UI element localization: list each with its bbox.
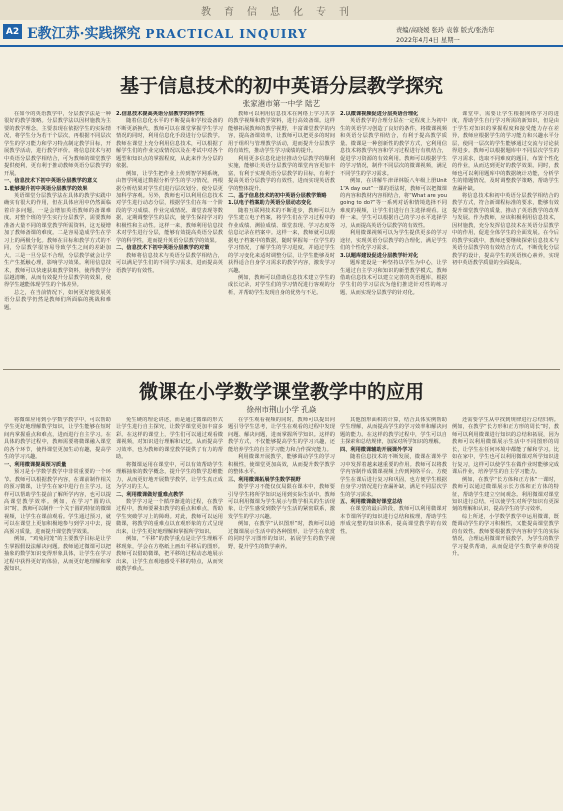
paragraph: 例如，教师可以借助信息技术建立学生的成长记录，对学生们的学习情况进行客观的分析，并帮助学生发现自身的优势与不足。: [228, 274, 335, 296]
page-header: [0, 21, 563, 47]
article-byline: 张家港市第一中学 陆艺: [242, 99, 321, 108]
issue-date: 2022年4月4日 星期一: [396, 37, 460, 44]
text-column: [4, 111, 111, 363]
section-heading: 3.以题库建设促进分层教学针对化: [340, 252, 419, 259]
paragraph: 预习是小学数学教学中非常重要的一个环节。教师可以根据教学内容，在课前制作相关的预习微课，让学生在家中进行自主学习。这样可以帮助学生提前了解所学内容，也可以提高课堂教学效率。例如，在学习“圆的认识”时，教师可以制作一个关于圆的特征的微课视频，让学生在课前观看。学生通过预习，就可以在课堂上更加积极地参与到学习中去，提高预习质量，进而提升课堂教学效果。: [4, 469, 111, 535]
text-column: [228, 111, 335, 363]
column-title: [27, 23, 308, 43]
section-heading: 三、利用微课拓展学生数学视野: [228, 476, 301, 483]
section-heading: 二、信息技术下初中英语分层教学的对策: [116, 245, 210, 252]
text-column: [452, 111, 559, 363]
article-byline: 徐州市荆山小学 孔焱: [246, 405, 317, 414]
paragraph: 英语教学的合理分层在一定程度上为初中生的英语学习创造了良好的条件，将微课视频和英语分层教学相结合，有利于提高教学质量。微课是一种创新性的教学方式，它利用信息技术将教学内容和学习过程进行有机结合，促进学习资源的有效利用。教师可以根据学生的学习情况，制作不同层次的微课视频，满足不同学生的学习需求。: [340, 118, 447, 177]
paragraph: 还需要学生从中找到规律进行总结归纳。例如，在教学“长方形和正方形的周长”时，教师可以利用微课进行知识的总结和拓展，因为教师可以利用微课展示生活中不同图形的周长，让学生在任何环境中都能了解和学习。比如在家中，学生也可以利用微课对所学知识进行复习，这样可以使学生在做作业时能够完成课后作业，培养学生的自主学习能力。: [452, 417, 559, 476]
text-column: [340, 417, 447, 807]
paragraph: 将微课应用到小学数学教学中，可以帮助学生更好地理解数学知识，让学生能够在短时间内掌握重点和难点，进而进行自主学习。在具体的教学过程中，教师需要将微课融入课堂的各个环节，使得课堂更加生动有趣，提高学生的学习兴趣。: [4, 417, 111, 461]
paragraph: 在课堂的最后阶段，教师可以利用微课对本节课所学的知识进行总结和梳理，帮助学生形成完整的知识体系，提高课堂教学的有效性。: [340, 506, 447, 535]
paragraph: 例如，在讲解牛津译林版八年级上册Unit 1“A day out”一课的语法时，教师可以把微课的内容和教材内容相结合，将“What are you going to do?”等一系列对话和情境选择不同难度的视频，让学生们进行自主选择观看。这样一来，学生可以根据自己的学习水平选择学习，从而提高英语分层教学的有效性。: [340, 178, 447, 229]
paragraph: 数学学习不能仅仅局限在课本中，教师要引导学生将所学知识运用到实际生活中。教师可以利用微课为学生展示与数学相关的生活现象，让学生感受到数学与生活的紧密联系，激发学生的学习兴趣。: [228, 484, 335, 520]
paragraph: 免生硬的理论讲述，而是通过微课的形式让学生进行自主探究，让数学课堂更加丰富多彩。在这样的课堂上，学生们可以通过观看微课视频，对知识进行理解和记忆，从而提高学习效率，也为教师的课堂教学提供了有力的帮助。: [116, 417, 223, 461]
paragraph: 数学学习是一个循序渐进的过程，在教学过程中，教师要紧扣教学的重点和难点，帮助学生突破学习上的障碍。对此，教师可以运用微课，将教学的重难点以直观形象的方式呈现出来，让学生更好地理解和掌握所学知识。: [116, 498, 223, 535]
text-column: [4, 417, 111, 807]
paragraph: 在如今的英语教学中，分层教学法是一种很好的教学策略。分层教学法以因材施教为主要的教学理念，主要表现在依据学生的实际情况，将学生分为若干个层次，再根据不同层次学生的学习能力和学习特点制定教学目标，开展教学活动，进行教学评价。将信息技术与初中英语分层教学相结合，可为教师的课堂教学提供便利，更有利于推动教师英语分层教学的开展。: [4, 111, 111, 177]
paragraph: 综上所述，小学数学教学中运用微课，既能调动学生的学习积极性，又能提高课堂教学的有效性。教师要根据教学内容和学生的实际情况，合理运用微课开展教学，为学生的数学学习提供帮助，从而促进学生数学素养的提升。: [452, 513, 559, 558]
section-heading: 一、利用微课提高预习质量: [4, 461, 67, 468]
paragraph: 利用微课视频可以为学生提供更多的学习途径，实现英语分层教学的合理化，满足学生们的个性化学习需求。: [340, 230, 447, 252]
article-title: 基于信息技术的初中英语分层教学探究: [119, 75, 443, 97]
paragraph: 教师可以利用信息技术在网络上学习共享的教学视频和教学资料，进行高效备课。这样能够拓展教师的教学视野，丰富课堂教学的内容，提高备课效率，让教师可以把更多的时间用于组织与管理教学活动，进而提升分层教学的有效性，推动学生学习成绩的提升。: [228, 111, 335, 155]
paragraph: 题库建设是一种坚持以学生为中心，让学生通过自主学习和知识的新型教学模式。教师借助信息技术可以建立完善的英语题库，根据学生们的学习层次为他们推送针对性的练习题，从而实现分层教学的针对化。: [340, 260, 447, 296]
paragraph: 在学生观看视频的同时，教师可以提出问题引导学生思考，让学生在观看的过程中发现问题、解决问题，进而掌握所学知识。这样的教学方式，不仅能够提高学生的学习兴趣，还能培养学生的自主学习能力和合作探究能力。: [228, 417, 335, 453]
paragraph: 随着信息技术的不断发展，微课在课外学习中发挥着越来越重要的作用。教师可以将教学内容制作成微课视频上传到网络平台，方便学生在课后进行复习和巩固，也方便学生根据自身学习情况进行查漏补缺，满足不同层次学生的学习需求。: [340, 454, 447, 498]
section-heading: 四、利用微课辅助开展课外学习: [340, 446, 413, 453]
paragraph: 总之，在当前情况下，如何更好地发展英语分层教学仍然是教师们所面临的挑战和难题。: [4, 289, 111, 311]
page-number: A2: [3, 24, 22, 39]
section-heading: 二、利用微课做好重难点教学: [116, 491, 184, 498]
section-heading: 五、利用微课做好课堂总结: [340, 498, 403, 505]
newspaper-banner: 教育信息化专刊: [0, 0, 563, 20]
section-heading: 2.信息技术提高英语分层教学的科学性: [116, 111, 205, 117]
text-column: [228, 417, 335, 807]
text-column: [116, 111, 223, 363]
article-divider: [3, 369, 560, 370]
paragraph: 利用更多信息化途径推动分层教学的顺利实施，能够让英语分层教学的课堂内容更加丰富，有利于实现英语分层教学的目标，有利于提高英语分层教学的有效性，进而实现英语教学的整体提升。: [228, 155, 335, 192]
editors-credit: 责编/高晓媛 张玲 袁蓉 版式/张浩年: [396, 27, 495, 34]
paragraph: 将微课运用在课堂中，可以有效帮助学生理解抽象的数学概念，提升学生的数学思维能力，从而更好地开展数学教学，让学生真正成为学习的主人。: [116, 461, 223, 491]
paragraph: 随着互联网技术的不断进步，教师可以为学生建立电子档案，将学生们在学习过程中的作业成绩、测验成绩、课堂表现、学习态度等信息记录在档案中。这样一来，教师就可以根据电子档案中的数据，随时掌握每一位学生的学习情况，了解学生的学习进度，并通过学生的学习变化来适时调整分层，让学生能够及时获得适合自身学习需求的教学内容，激发学习兴趣。: [228, 207, 335, 274]
paragraph: 课堂中，需要让学生根据网络学习的进度，帮助学生自行学习所需的新知识，但是由于学生对知识的掌握程度和接受能力存在差异，教师应根据学生的学习能力和兴趣水平分层，使同一层次的学生能够通过交流与讨论获得进步。教师可以根据题库中不同层次学生的学习需求，选取不同难度的题目，布置个性化的作业，从而达到更好的教学效果。同时，教师也可以利用题库中的数据统计功能，分析学生的错题情况，及时调整教学策略，帮助学生查漏补缺。: [452, 111, 559, 192]
section-heading: 1.能够提升初中英语分层教学的效果: [4, 185, 88, 192]
header-rule: [0, 45, 563, 47]
section-heading: 二、基于信息技术的初中英语分层教学策略: [228, 192, 327, 199]
paragraph: 将信息技术和初中英语分层教学相结合的教学方式，符合新课程标准的要求，能够有效提升课堂教学的质量，推动了英语教学的改革与发展。作为教师，应该积极利用信息技术，因材施教，充分发挥信息技术在英语分层教学中的作用，促进全体学生的全面发展。在今后的教学实践中，教师还要继续探索信息技术与英语分层教学的有效结合方式，不断优化分层教学的设计，提高学生的英语核心素养，实现初中英语教学质量的全面提高。: [452, 192, 559, 267]
column-name: E教江苏·实践探究: [27, 26, 141, 42]
paragraph: 例如，在教学“认识图形”时，教师可以通过微课展示生活中的各种图形，让学生在欣赏的同时学习图形的知识，拓展学生的数学视野，提升学生的数学素养。: [228, 521, 335, 550]
text-column: [340, 111, 447, 363]
paragraph: 英语课堂分层教学法在具体的教学实践中确实有很大的作用，但在具体应用中仍然面临着许多问题，一是会增加英语教师的备课难度。对整个班的学生实行分层教学，需要教师准备大量不同的课堂教学所需资料，这无疑增加了教师备课的难度。二是容易造成学生在学习上的两极分化。教师在目标和教学方式的不同，分层教学很容易导致学生之间的差距加大。三是一旦分层不合理，分层教学就会让学生产生抵触心理，影响学习效果。利用信息技术，教师可以快速获取教学资料，使得教学分层越清晰，从而有效提升分层教学的效果，使得学生越能体现学生的个体差异。: [4, 192, 111, 289]
paragraph: 例如，在教学“长方体和正方体”一课时，教师可以通过微课展示长方体和正方体的特征，帮助学生建立空间观念。利用微课对课堂知识进行总结，可以使学生对所学知识有更深刻的理解和认识，提高学生的学习效率。: [452, 476, 559, 513]
section-heading: 1.以电子档案助力英语分层动态变化: [228, 200, 312, 207]
text-column: [452, 417, 559, 807]
column-name-english: PRACTICAL INQUIRY: [145, 27, 308, 41]
article-title: 微课在小学数学课堂教学中的应用: [138, 381, 424, 403]
text-column: [116, 417, 223, 807]
paragraph: 教师将信息技术与英语分层教学相结合，可以满足学生们的不同学习需求，进而提高英语教学的有效性。: [116, 252, 223, 274]
paragraph: 利用微课开展教学，能够调动学生的学习积极性，使课堂更加高效，从而提升数学教学的整体水平。: [228, 454, 335, 476]
section-heading: 2.以微课视频促进分层英语合理化: [340, 111, 419, 117]
paragraph: 例如，“平移”的教学重点是让学生理解平移现象，学会在方格纸上画出平移后的图形。教师可以借助微课，把平移的过程动态地展示出来，让学生直观地感受平移的特点，从而突破教学难点。: [116, 536, 223, 573]
paragraph: 随着信息化水平的不断提高和学校设备的不断更新换代，教师可以在课堂掌握学生学习情况的同时，利用信息化手段进行分层教学。教师在课堂上充分利用信息技术，可以根据了解学生们的作业完成情况以及在考试中对各个题型和知识点的掌握程度，从此来作为分层的依据。: [116, 118, 223, 170]
paragraph: 其他图形面积的计算，结合具体实例帮助学生理解，从而提高学生的学习效率和解决问题的能力。在这样的教学过程中，学生可以自主探索和总结规律，加深对所学知识的理解。: [340, 417, 447, 446]
paragraph: 例如，“鸡兔同笼”的主要教学目标是让学生掌握假设法解决问题。教师通过微课可以把抽象的数学知识变得形象具体，让学生在学习过程中获得更好的体验，从而更好地理解和掌握知识。: [4, 536, 111, 573]
section-heading: 一、信息技术下初中英语分层教学的意义: [4, 178, 98, 185]
paragraph: 例如，让学生把作业上传到智学网系统，由智学网通过数据分析学生的学习情况，再根据分析结果对学生们进行层次划分，使分层更加科学客观。另外，教师也可以利用信息技术对学生进行动态分层，根据学生们在每一个阶段的学习成绩、作业完成情况、课堂表现等数据，定期调整学生的层次，使学生保持学习的积极性和主动性。这样一来，教师利用信息技术对学生进行分层，能够有效提高英语分层教学的科学性，进而提升英语分层教学的效果。: [116, 170, 223, 244]
